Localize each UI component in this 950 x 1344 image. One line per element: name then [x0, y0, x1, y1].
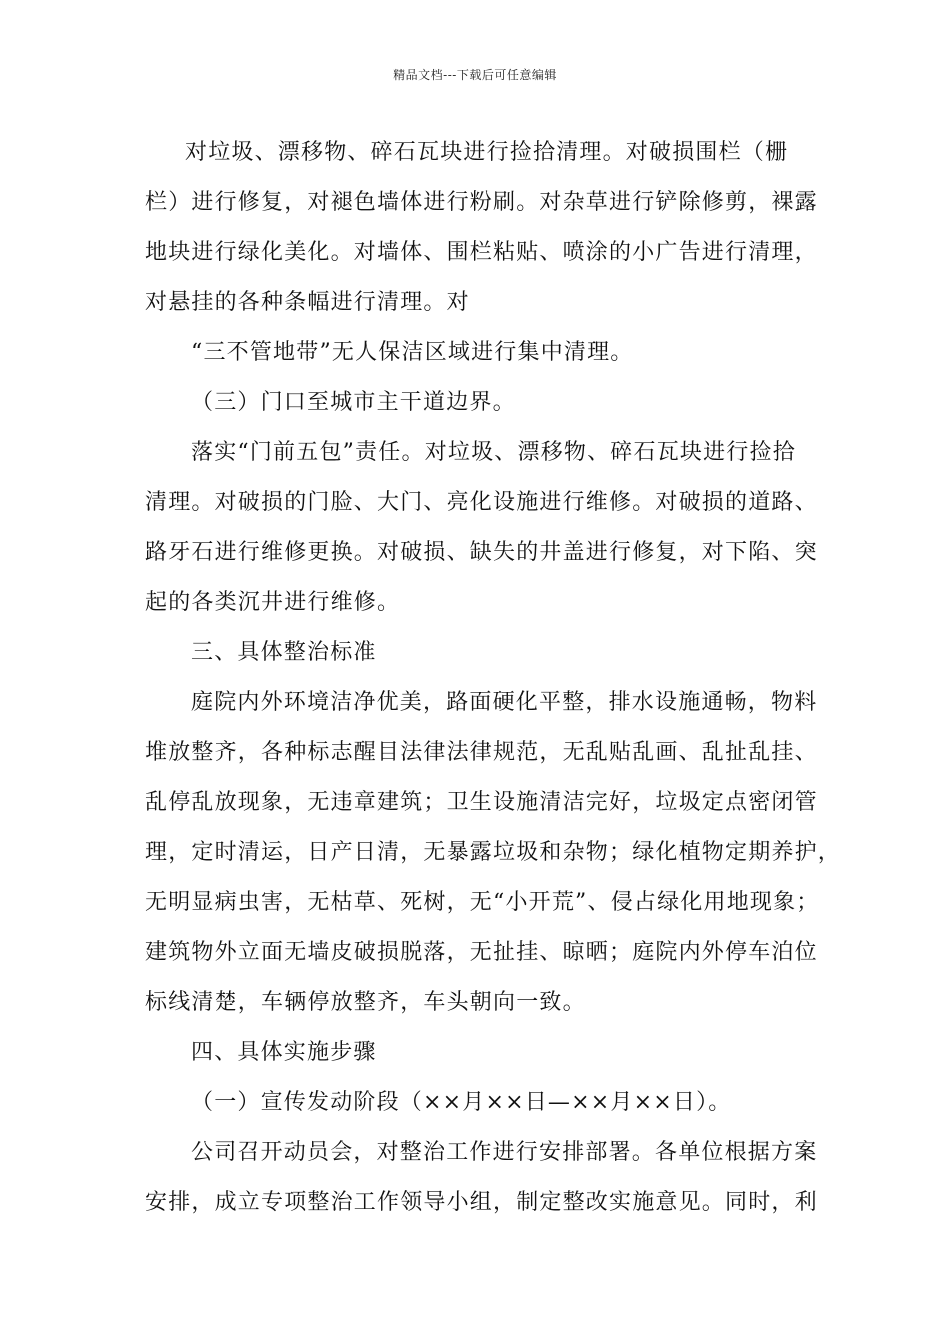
text-line: （一）宣传发动阶段（××月××日—××月××日）。 [191, 1090, 732, 1115]
text-line: 公司召开动员会，对整治工作进行安排部署。各单位根据方案 [191, 1140, 818, 1165]
text-line: 庭院内外环境洁净优美，路面硬化平整，排水设施通畅，物料 [191, 690, 818, 715]
text-line: 栏）进行修复，对褪色墙体进行粉刷。对杂草进行铲除修剪，裸露 [145, 190, 818, 215]
section-heading-standards [145, 628, 810, 678]
text-line: 理，定时清运，日产日清，无暴露垃圾和杂物；绿化植物定期养护， [145, 840, 842, 865]
text-line: 建筑物外立面无墙皮破损脱落，无扯挂、晾晒；庭院内外停车泊位 [145, 940, 818, 965]
paragraph-cleanup-2 [145, 328, 810, 378]
paragraph-mobilization [145, 1128, 818, 1228]
text-line: 起的各类沉井进行维修。 [145, 590, 401, 615]
paragraph-door-responsibility [145, 428, 818, 628]
document-body [145, 128, 842, 1228]
text-line: 地块进行绿化美化。对墙体、围栏粘贴、喷涂的小广告进行清理， [145, 240, 818, 265]
text-line: 四、具体实施步骤 [191, 1040, 377, 1065]
text-line: 落实“门前五包”责任。对垃圾、漂移物、碎石瓦块进行捡拾 [191, 440, 796, 465]
text-line: 对悬挂的各种条幅进行清理。对 [145, 290, 470, 315]
paragraph-cleanup-1 [145, 128, 818, 328]
section-heading-publicity-stage [145, 1078, 810, 1128]
page-header: 精品文档---下载后可任意编辑 [393, 68, 557, 82]
text-line: 乱停乱放现象，无违章建筑；卫生设施清洁完好，垃圾定点密闭管 [145, 790, 818, 815]
text-line: （三）门口至城市主干道边界。 [191, 390, 516, 415]
text-line: “三不管地带”无人保洁区域进行集中清理。 [191, 340, 634, 365]
text-line: 标线清楚，车辆停放整齐，车头朝向一致。 [145, 990, 586, 1015]
section-heading-gate-to-road [145, 378, 810, 428]
text-line: 无明显病虫害，无枯草、死树，无“小开荒”、侵占绿化用地现象； [145, 890, 820, 915]
text-line: 清理。对破损的门脸、大门、亮化设施进行维修。对破损的道路、 [145, 490, 818, 515]
text-line: 堆放整齐，各种标志醒目法律法律规范，无乱贴乱画、乱扯乱挂、 [145, 740, 818, 765]
section-heading-steps [145, 1028, 810, 1078]
paragraph-standards [145, 678, 842, 1028]
text-line: 路牙石进行维修更换。对破损、缺失的井盖进行修复，对下陷、突 [145, 540, 818, 565]
text-line: 安排，成立专项整治工作领导小组，制定整改实施意见。同时，利 [145, 1190, 818, 1215]
text-line: 对垃圾、漂移物、碎石瓦块进行捡拾清理。对破损围栏（栅 [185, 140, 789, 165]
text-line: 三、具体整治标准 [191, 640, 377, 665]
